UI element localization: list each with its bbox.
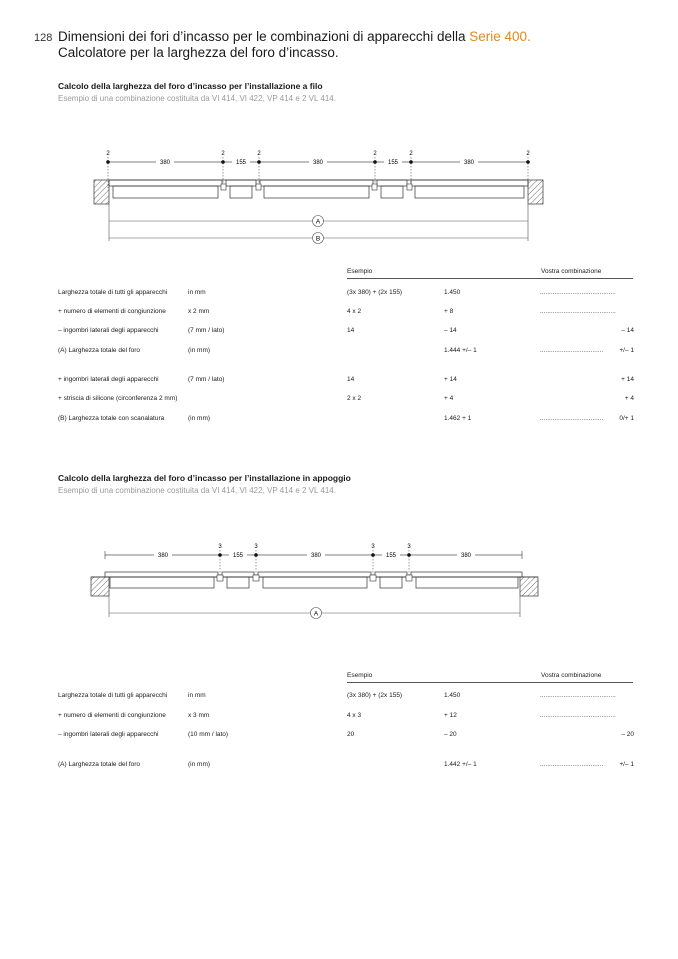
worktop-right (520, 577, 538, 596)
row-value: 1.444 +/– 1 (444, 347, 477, 354)
row-unit: (7 mm / lato) (188, 376, 225, 383)
row-calc: 14 (347, 376, 355, 383)
col-example: Esempio (347, 672, 373, 679)
row-calc: (3x 380) + (2x 155) (347, 289, 403, 296)
title-accent: Serie 400. (469, 29, 531, 44)
row-value: + 8 (444, 308, 454, 315)
dimension-label: 3 (371, 544, 375, 550)
dimension-dot (254, 553, 258, 557)
appliance-4-body (381, 186, 403, 198)
dimension-label: 380 (460, 553, 472, 559)
section1-subheading: Esempio di una combinazione costituita da VI 414, VI 422, VP 414 e 2 VL 414. (58, 94, 336, 103)
row-unit: x 2 mm (188, 308, 210, 315)
row-label: + striscia di silicone (circonferenza 2 mm) (58, 395, 178, 402)
dimension-label: 155 (235, 160, 247, 166)
dimension-dot (409, 160, 413, 164)
dimension-dot (221, 160, 225, 164)
dimension-dot (373, 160, 377, 164)
row-entry-field: .......................................... (540, 692, 616, 699)
row-label: (A) Larghezza totale del foro (58, 761, 141, 768)
appliance-2-top (226, 180, 256, 186)
marker-a-label: A (313, 610, 319, 618)
appliance-4-top (377, 180, 407, 186)
row-entry-field: .......................................... (540, 289, 616, 296)
row-entry-field: ................................... (540, 761, 604, 768)
dimension-label: 155 (232, 553, 244, 559)
row-value: + 14 (444, 376, 457, 383)
worktop-left (91, 577, 109, 596)
dimension-label: 2 (409, 151, 413, 157)
dimension-label: 2 (526, 151, 530, 157)
dimension-labels (154, 544, 475, 559)
row-label: (B) Larghezza totale con scanalatura (58, 415, 165, 422)
row-value: 1.442 +/– 1 (444, 761, 477, 768)
worktop-left (94, 180, 109, 204)
row-label: Larghezza totale di tutti gli apparecchi (58, 692, 168, 699)
appliance-3-body (264, 186, 369, 198)
row-label: + numero di elementi di congiunzione (58, 308, 166, 315)
appliance-2-body (230, 186, 252, 198)
appliance-3-top (260, 180, 373, 186)
row-label: – ingombri laterali degli apparecchi (58, 327, 159, 334)
row-entry-field: ................................... (540, 347, 604, 354)
section2-table (0, 670, 678, 780)
row-unit: (in mm) (188, 761, 211, 768)
dimension-dot (371, 553, 375, 557)
row-entry-field: .......................................... (540, 308, 616, 315)
title-line2: Calcolatore per la larghezza del foro d’incasso. (58, 45, 339, 60)
row-value: + 12 (444, 712, 457, 719)
dimension-dot (257, 160, 261, 164)
row-entry-field: .......................................... (540, 712, 616, 719)
row-unit: (in mm) (188, 415, 211, 422)
row-label: (A) Larghezza totale del foro (58, 347, 141, 354)
row-calc: 4 x 2 (347, 308, 362, 315)
row-yours: +/– 1 (619, 347, 634, 354)
dimension-label: 3 (407, 544, 411, 550)
dimension-label: 380 (310, 553, 322, 559)
row-value: – 14 (444, 327, 457, 334)
col-yours: Vostra combinazione (541, 672, 602, 679)
dimension-label: 155 (387, 160, 399, 166)
dimension-label: 2 (221, 151, 225, 157)
row-calc: (3x 380) + (2x 155) (347, 692, 403, 699)
appliance-1-top (109, 180, 222, 186)
row-label: + numero di elementi di congiunzione (58, 712, 166, 719)
section2-diagram (0, 535, 678, 625)
row-yours: +/– 1 (619, 761, 634, 768)
row-yours: 0/+ 1 (619, 415, 634, 422)
section1-diagram (0, 140, 678, 250)
dimension-label: 3 (254, 544, 258, 550)
row-calc: 4 x 3 (347, 712, 362, 719)
marker-a-label: A (315, 218, 321, 226)
col-yours: Vostra combinazione (541, 268, 602, 275)
row-entry-field: ................................... (540, 415, 604, 422)
row-calc: 20 (347, 731, 355, 738)
row-value: – 20 (444, 731, 457, 738)
marker-b-label: B (315, 235, 321, 243)
dimension-dot (526, 160, 530, 164)
appliance-1-body (113, 186, 218, 198)
dimension-label: 2 (106, 151, 110, 157)
row-yours: – 14 (621, 327, 634, 334)
row-value: 1.450 (444, 692, 461, 699)
row-label: Larghezza totale di tutti gli apparecchi (58, 289, 168, 296)
dimension-labels (106, 151, 530, 166)
row-value: + 4 (444, 395, 454, 402)
row-yours: + 14 (621, 376, 634, 383)
page-number: 128 (34, 32, 53, 44)
dimension-label: 380 (157, 553, 169, 559)
col-example: Esempio (347, 268, 373, 275)
row-unit: (10 mm / lato) (188, 731, 229, 738)
row-unit: (7 mm / lato) (188, 327, 225, 334)
row-yours: + 4 (624, 395, 634, 402)
page-title (58, 29, 658, 61)
section2-subheading: Esempio di una combinazione costituita da VI 414, VI 422, VP 414 e 2 VL 414. (58, 486, 336, 495)
row-calc: 14 (347, 327, 355, 334)
row-label: + ingombri laterali degli apparecchi (58, 376, 159, 383)
appliance-5-body (415, 186, 524, 198)
row-unit: in mm (188, 289, 206, 296)
section1-table (0, 266, 678, 436)
title-line1: Dimensioni dei fori d’incasso per le combinazioni di apparecchi della (58, 29, 470, 44)
dimension-label: 2 (373, 151, 377, 157)
dimension-dot (407, 553, 411, 557)
dimension-label: 2 (257, 151, 261, 157)
dimension-label: 380 (159, 160, 171, 166)
row-unit: (in mm) (188, 347, 211, 354)
section1-heading: Calcolo della larghezza del foro d’incasso per l’installazione a filo (58, 81, 323, 91)
row-unit: x 3 mm (188, 712, 210, 719)
row-calc: 2 x 2 (347, 395, 362, 402)
row-yours: – 20 (621, 731, 634, 738)
appliance-5-top (411, 180, 528, 186)
dimension-dot (106, 160, 110, 164)
dimension-label: 155 (385, 553, 397, 559)
row-value: 1.450 (444, 289, 461, 296)
row-value: 1.462 + 1 (444, 415, 472, 422)
dimension-label: 380 (312, 160, 324, 166)
dimension-label: 380 (463, 160, 475, 166)
dimension-label: 3 (218, 544, 222, 550)
dimension-dot (218, 553, 222, 557)
row-unit: in mm (188, 692, 206, 699)
row-label: – ingombri laterali degli apparecchi (58, 731, 159, 738)
section2-heading: Calcolo della larghezza del foro d’incasso per l’installazione in appoggio (58, 473, 351, 483)
worktop-right (528, 180, 543, 204)
